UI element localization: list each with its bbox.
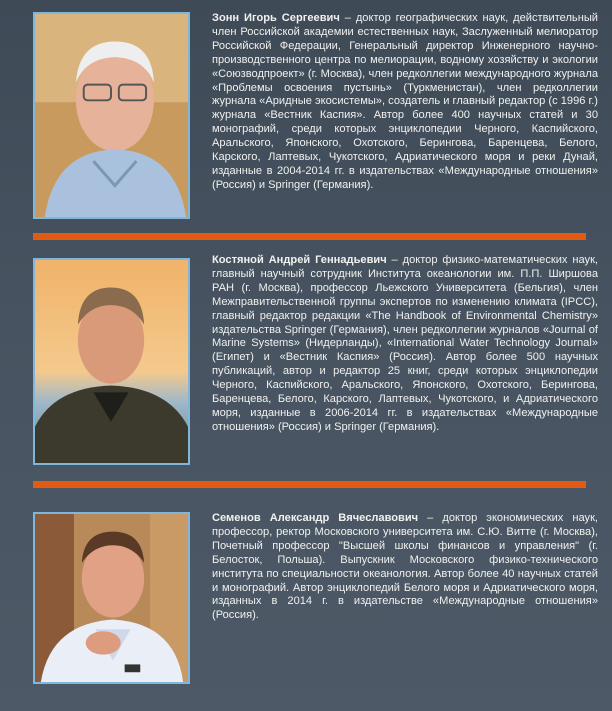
section-divider-2: [33, 481, 586, 488]
bio-text-semenov: [212, 512, 598, 623]
portrait-photo-semenov: [33, 512, 190, 684]
bio-description-zonn: – доктор географических наук, действительный член Российской академии естественных наук, Заслуженный мелиоратор Российской Федерации, Генеральный директор Инженерного научно- производственного центра по мелиорации, водному хозяйству и экологии «Союзводпроект» (г. Москва), член редколлегии международного журнала «Проблемы освоения пустынь» (Туркменистан), член редколлегии журнала «Аридные экосистемы», создатель и главный редактор (с 1996 г.) журнала «Вестник Каспия». Автор более 400 научных статей и 30 монографий, среди которых энциклопедии Черного, Каспийского, Аральского, Японского, Охотского, Берингова, Баренцева, Белого, Карского, Лаптевых, Чукотского, Адриатического моря и реки Дунай, изданные в 2004-2014 гг. в издательствах «Международные отношения» (Россия) и Springer (Германия).: [212, 12, 598, 191]
bio-name-zonn: Зонн Игорь Сергеевич: [212, 12, 340, 24]
bio-name-kostyanoy: Костяной Андрей Геннадьевич: [212, 254, 387, 266]
section-divider-1: [33, 233, 586, 240]
bio-description-semenov: – доктор экономических наук, профессор, ректор Московского университета им. С.Ю. Витте (г. Москва), Почетный профессор "Высшей школы финансов и управления" (г. Белосток, Польша). Выпускник Московского физико-технического института по специальности океанология. Автор более 40 научных статей и монографий. Автор энциклопедий Белого моря и Адриатического моря, изданных в 2014 г. в издательстве «Международные отношения» (Россия).: [212, 512, 598, 622]
bio-text-zonn: [212, 12, 598, 193]
bio-text-kostyanoy: [212, 254, 598, 435]
bio-description-kostyanoy: – доктор физико-математических наук, главный научный сотрудник Института океанологии им. П.П. Ширшова РАН (г. Москва), профессор Льежского Университета (Бельгия), член Межправительственной группы экспертов по изменению климата (IPCC), главный редактор редакции «The Handbook of Environmental Chemistry» издательства Springer (Германия), член редколлегии журналов «Journal of Marine Systems» (Нидерланды), «International Water Technology Journal» (Египет) и «Вестник Каспия» (Россия). Автор более 500 научных публикаций, автор и редактор 25 книг, среди которых энциклопедии Черного, Каспийского, Аральского, Японского, Охотского, Берингова, Баренцева, Белого, Карского, Лаптевых, Чукотского, и Адриатического моря, изданные в 2006-2014 гг. в издательствах «Международные отношения» (Россия) и Springer (Германия).: [212, 254, 598, 433]
portrait-photo-zonn: [33, 12, 190, 219]
bio-name-semenov: Семенов Александр Вячеславович: [212, 512, 419, 524]
portrait-photo-kostyanoy: [33, 258, 190, 465]
